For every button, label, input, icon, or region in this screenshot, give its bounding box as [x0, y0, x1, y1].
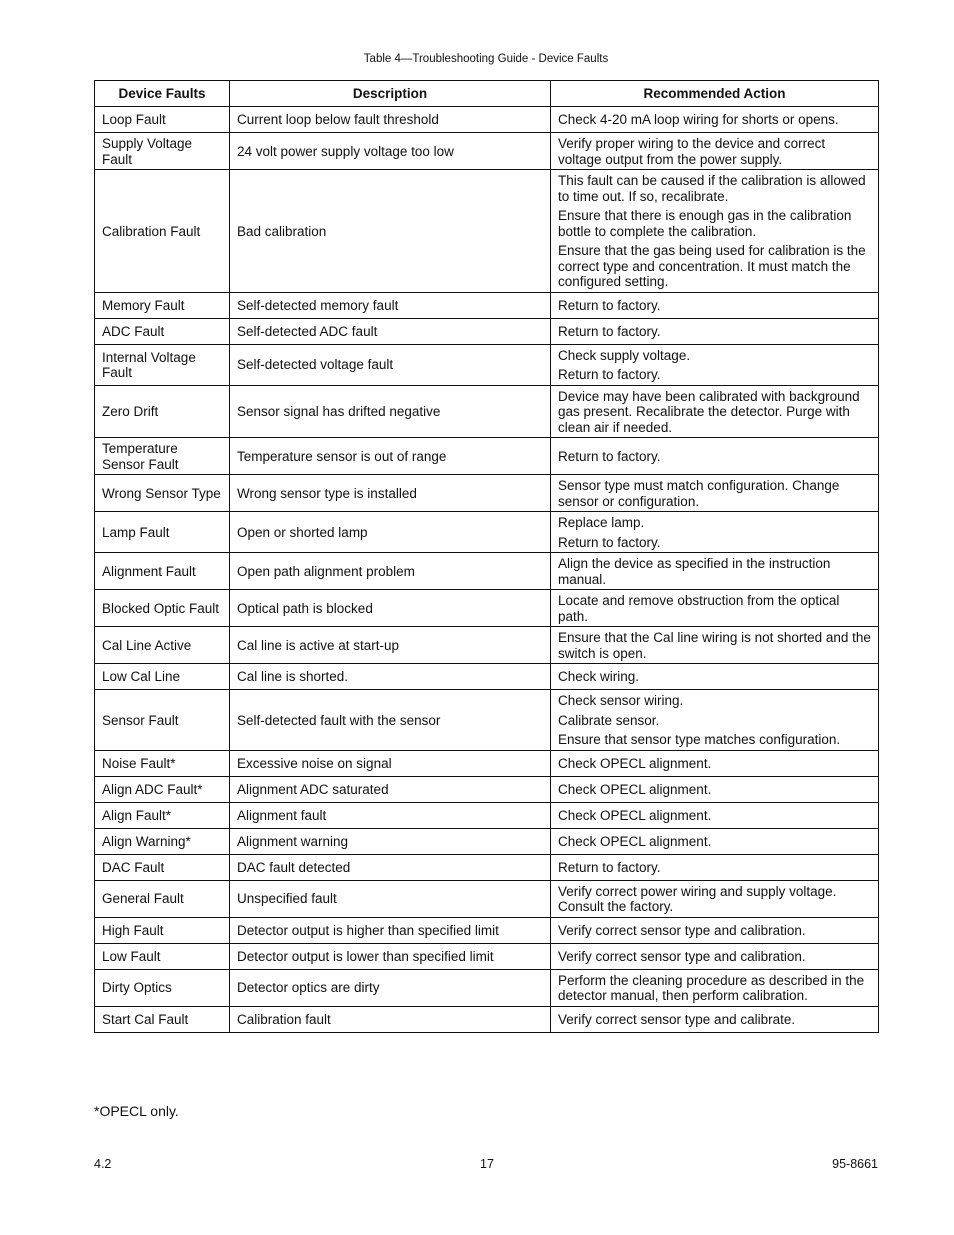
action-item: Calibrate sensor. [558, 712, 660, 728]
table-row [95, 828, 879, 854]
header-device-faults: Device Faults [95, 81, 230, 107]
table-row [95, 107, 879, 133]
action-item: Return to factory. [558, 297, 661, 313]
fault-name-cell: ADC Fault [95, 318, 230, 344]
action-item: Ensure that there is enough gas in the calibration bottle to complete the calibration. [558, 208, 852, 239]
action-item: Check sensor wiring. [558, 693, 684, 708]
description-cell: Sensor signal has drifted negative [230, 385, 551, 438]
recommended-action-cell [551, 512, 879, 553]
description-cell: Bad calibration [230, 170, 551, 293]
recommended-action-cell [551, 880, 879, 917]
description-cell: Temperature sensor is out of range [230, 438, 551, 475]
recommended-action-cell [551, 750, 879, 776]
action-item: Return to factory. [558, 859, 661, 875]
description-cell: Detector optics are dirty [230, 969, 551, 1006]
recommended-action-cell [551, 318, 879, 344]
fault-name-cell: High Fault [95, 917, 230, 943]
fault-name-cell: Low Fault [95, 943, 230, 969]
recommended-action-cell [551, 917, 879, 943]
table-body [95, 107, 879, 1033]
footer-page-number: 17 [480, 1157, 494, 1171]
recommended-action-cell [551, 590, 879, 627]
table-row [95, 627, 879, 664]
description-cell: Open or shorted lamp [230, 512, 551, 553]
fault-name-cell: Alignment Fault [95, 553, 230, 590]
description-cell: Self-detected memory fault [230, 292, 551, 318]
table-header-row [95, 81, 879, 107]
recommended-action-cell [551, 344, 879, 385]
description-cell: Calibration fault [230, 1006, 551, 1032]
action-item: Verify correct power wiring and supply voltage. Consult the factory. [558, 883, 837, 914]
description-cell: Current loop below fault threshold [230, 107, 551, 133]
description-cell: Alignment ADC saturated [230, 776, 551, 802]
table-row [95, 475, 879, 512]
recommended-action-cell [551, 1006, 879, 1032]
table-row [95, 133, 879, 170]
fault-name-cell: Memory Fault [95, 292, 230, 318]
recommended-action-cell [551, 664, 879, 690]
action-item: Check supply voltage. [558, 347, 691, 363]
fault-name-cell: Loop Fault [95, 107, 230, 133]
table-row [95, 385, 879, 438]
header-description: Description [230, 81, 551, 107]
table-row [95, 943, 879, 969]
recommended-action-cell [551, 438, 879, 475]
action-item: Perform the cleaning procedure as described in the detector manual, then perform calibration. [558, 972, 865, 1003]
action-item: Check 4-20 mA loop wiring for shorts or opens. [558, 112, 839, 128]
footer-doc-number: 95-8661 [832, 1157, 878, 1171]
table-row [95, 553, 879, 590]
device-faults-table [94, 80, 879, 1033]
description-cell: 24 volt power supply voltage too low [230, 133, 551, 170]
description-cell: Cal line is shorted. [230, 664, 551, 690]
recommended-action-cell [551, 170, 879, 293]
action-item: Check OPECL alignment. [558, 833, 712, 849]
fault-name-cell: DAC Fault [95, 854, 230, 880]
description-cell: Open path alignment problem [230, 553, 551, 590]
recommended-action-cell [551, 943, 879, 969]
description-cell: Cal line is active at start-up [230, 627, 551, 664]
fault-name-cell: Low Cal Line [95, 664, 230, 690]
footnote: *OPECL only. [94, 1103, 179, 1119]
recommended-action-cell [551, 776, 879, 802]
action-item: Sensor type must match configuration. Change sensor or configuration. [558, 478, 840, 509]
action-item: Align the device as specified in the instruction manual. [558, 556, 831, 587]
table-row [95, 1006, 879, 1032]
action-item: Return to factory. [558, 534, 661, 550]
action-item: Device may have been calibrated with background gas present. Recalibrate the detector. Purge with clean air if needed. [558, 388, 860, 435]
fault-name-cell: Wrong Sensor Type [95, 475, 230, 512]
description-cell: DAC fault detected [230, 854, 551, 880]
recommended-action-cell [551, 475, 879, 512]
fault-name-cell: Sensor Fault [95, 690, 230, 751]
description-cell: Unspecified fault [230, 880, 551, 917]
recommended-action-cell [551, 854, 879, 880]
recommended-action-cell [551, 107, 879, 133]
table-row [95, 438, 879, 475]
action-item: Return to factory. [558, 448, 661, 464]
recommended-action-cell [551, 969, 879, 1006]
fault-name-cell: Supply Voltage Fault [95, 133, 230, 170]
description-cell: Optical path is blocked [230, 590, 551, 627]
action-item: Verify correct sensor type and calibration. [558, 948, 806, 964]
action-item: Ensure that the Cal line wiring is not shorted and the switch is open. [558, 630, 871, 661]
fault-name-cell: Temperature Sensor Fault [95, 438, 230, 475]
fault-name-cell: Internal Voltage Fault [95, 344, 230, 385]
fault-name-cell: Calibration Fault [95, 170, 230, 293]
action-item: Return to factory. [558, 323, 661, 339]
action-item: Check OPECL alignment. [558, 755, 712, 771]
table-caption: Table 4—Troubleshooting Guide - Device Faults [363, 53, 609, 65]
table-row [95, 512, 879, 553]
table-row [95, 590, 879, 627]
description-cell: Detector output is lower than specified limit [230, 943, 551, 969]
recommended-action-cell [551, 553, 879, 590]
description-cell: Alignment fault [230, 802, 551, 828]
recommended-action-cell [551, 802, 879, 828]
table-row [95, 664, 879, 690]
action-item: Verify correct sensor type and calibrate. [558, 1011, 796, 1027]
fault-name-cell: Blocked Optic Fault [95, 590, 230, 627]
action-item: Verify proper wiring to the device and correct voltage output from the power supply. [558, 136, 826, 167]
description-cell: Self-detected voltage fault [230, 344, 551, 385]
fault-name-cell: Dirty Optics [95, 969, 230, 1006]
table-row [95, 969, 879, 1006]
action-item: Replace lamp. [558, 515, 645, 530]
table-row [95, 802, 879, 828]
recommended-action-cell [551, 690, 879, 751]
description-cell: Alignment warning [230, 828, 551, 854]
description-cell: Excessive noise on signal [230, 750, 551, 776]
fault-name-cell: Align ADC Fault* [95, 776, 230, 802]
recommended-action-cell [551, 292, 879, 318]
table-row [95, 854, 879, 880]
action-item: Locate and remove obstruction from the optical path. [558, 593, 840, 624]
action-item: Check OPECL alignment. [558, 781, 712, 797]
action-item: Verify correct sensor type and calibration. [558, 922, 806, 938]
description-cell: Detector output is higher than specified limit [230, 917, 551, 943]
fault-name-cell: General Fault [95, 880, 230, 917]
fault-name-cell: Align Warning* [95, 828, 230, 854]
fault-name-cell: Lamp Fault [95, 512, 230, 553]
description-cell: Wrong sensor type is installed [230, 475, 551, 512]
fault-name-cell: Noise Fault* [95, 750, 230, 776]
description-cell: Self-detected fault with the sensor [230, 690, 551, 751]
table-row [95, 292, 879, 318]
table-row [95, 318, 879, 344]
table-row [95, 917, 879, 943]
action-item: Check OPECL alignment. [558, 807, 712, 823]
recommended-action-cell [551, 133, 879, 170]
description-cell: Self-detected ADC fault [230, 318, 551, 344]
action-item: This fault can be caused if the calibration is allowed to time out. If so, recalibrate. [558, 173, 866, 204]
table-row [95, 776, 879, 802]
action-item: Ensure that the gas being used for calibration is the correct type and concentration. It must match the configured setting. [558, 243, 866, 289]
fault-name-cell: Start Cal Fault [95, 1006, 230, 1032]
table-row [95, 170, 879, 293]
recommended-action-cell [551, 828, 879, 854]
fault-name-cell: Zero Drift [95, 385, 230, 438]
action-item: Check wiring. [558, 669, 640, 685]
table-row [95, 750, 879, 776]
recommended-action-cell [551, 385, 879, 438]
table-row [95, 344, 879, 385]
table-row [95, 880, 879, 917]
action-item: Ensure that sensor type matches configuration. [558, 732, 841, 747]
table-row [95, 690, 879, 751]
recommended-action-cell [551, 627, 879, 664]
footer-revision: 4.2 [94, 1157, 112, 1171]
fault-name-cell: Align Fault* [95, 802, 230, 828]
fault-name-cell: Cal Line Active [95, 627, 230, 664]
action-item: Return to factory. [558, 367, 661, 382]
header-recommended-action: Recommended Action [551, 81, 879, 107]
